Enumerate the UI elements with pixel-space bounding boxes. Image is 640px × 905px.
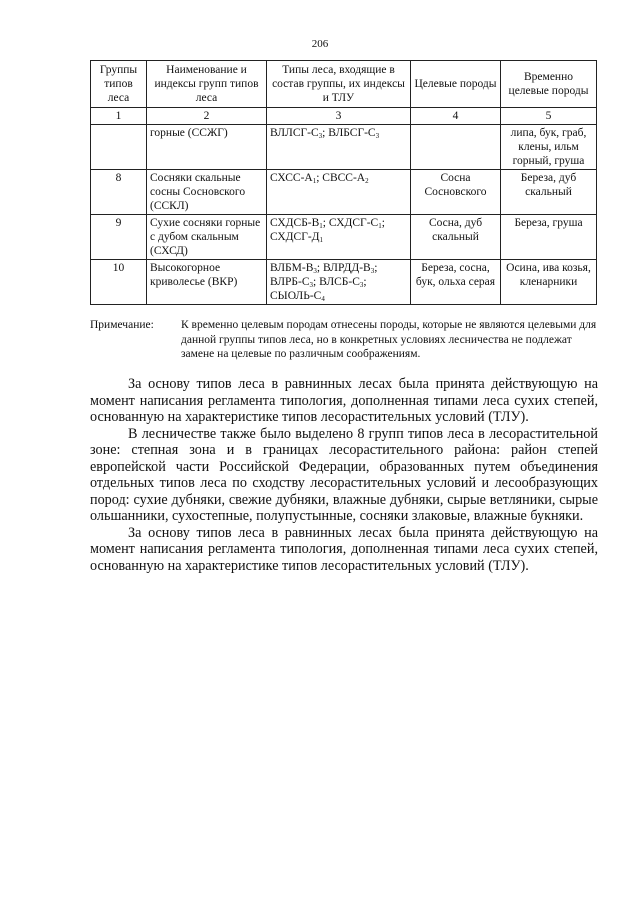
cell-types: СХСС-$А_1$; СВСС-$А_2$ (267, 170, 411, 215)
note-text: К временно целевым породам отнесены породы, которые не являются целевыми для данной группы типов леса, но в конкретных условиях лесничества не подлежат замене на целевые по различным соображениям. (181, 319, 597, 360)
cell-types: ВЛЛСГ-$С_3$; ВЛБСГ-$С_3$ (267, 125, 411, 170)
col-number: 5 (501, 108, 597, 125)
table-row (91, 260, 597, 305)
cell-types: СХДСБ-$В_1$; СХДСГ-$С_1$; СХДСГ-$Д_1$ (267, 215, 411, 260)
col-number: 3 (267, 108, 411, 125)
table-header-row (91, 61, 597, 108)
cell-types: ВЛБМ-$В_3$; ВЛРДД-$В_3$; ВЛРБ-$С_3$; ВЛСБ-$С_3$; СЫОЛЬ-$С_4$ (267, 260, 411, 305)
column-number-row (91, 108, 597, 125)
cell-name: Сосняки скальные сосны Сосновского (ССКЛ) (147, 170, 267, 215)
cell-group (91, 125, 147, 170)
header-temp: Временно целевые породы (501, 61, 597, 108)
col-number: 1 (91, 108, 147, 125)
col-number: 4 (411, 108, 501, 125)
cell-target: Сосна, дуб скальный (411, 215, 501, 260)
note-label: Примечание: (90, 319, 154, 331)
cell-name: горные (ССЖГ) (147, 125, 267, 170)
cell-target: Сосна Сосновского (411, 170, 501, 215)
header-name: Наименование и индексы групп типов леса (147, 61, 267, 108)
paragraph: В лесничестве также было выделено 8 групп типов леса в лесорастительной зоне: степная зона и в границах лесорастительного района: район степей европейской части Российской Федерации, образованных путем объединения отдельных типов леса по сходству лесорастительных условий и лесообразующих пород: сухие дубняки, свежие дубняки, влажные дубняки, сырые ветляники, сырые ольшанники, сухостепные, полупустынные, сосняки злаковые, влажные букняки. (90, 425, 598, 524)
body-text (90, 376, 598, 574)
cell-name: Сухие сосняки горные с дубом скальным (СХСД) (147, 215, 267, 260)
cell-group: 9 (91, 215, 147, 260)
forest-groups-table (90, 60, 597, 305)
paragraph: За основу типов леса в равнинных лесах была принята действующую на момент написания регламента типология, дополненная типами леса сухих степей, основанную на характеристике типов лесорастительных условий (ТЛУ). (90, 524, 598, 574)
cell-temp: Береза, дуб скальный (501, 170, 597, 215)
cell-name: Высокогорное криволесье (ВКР) (147, 260, 267, 305)
cell-group: 10 (91, 260, 147, 305)
header-target: Целевые породы (411, 61, 501, 108)
table-row (91, 215, 597, 260)
cell-target: Береза, сосна, бук, ольха серая (411, 260, 501, 305)
header-group: Группы типов леса (91, 61, 147, 108)
cell-temp: Осина, ива козья, кленарники (501, 260, 597, 305)
cell-target (411, 125, 501, 170)
cell-temp: Береза, груша (501, 215, 597, 260)
paragraph: За основу типов леса в равнинных лесах была принята действующую на момент написания регламента типология, дополненная типами леса сухих степей, основанную на характеристике типов лесорастительных условий (ТЛУ). (90, 376, 598, 425)
table-row (91, 170, 597, 215)
header-types: Типы леса, входящие в состав группы, их индексы и ТЛУ (267, 61, 411, 108)
page-number: 206 (311, 38, 329, 50)
col-number: 2 (147, 108, 267, 125)
cell-group: 8 (91, 170, 147, 215)
cell-temp: липа, бук, граб, клены, ильм горный, груша (501, 125, 597, 170)
table-row (91, 125, 597, 170)
